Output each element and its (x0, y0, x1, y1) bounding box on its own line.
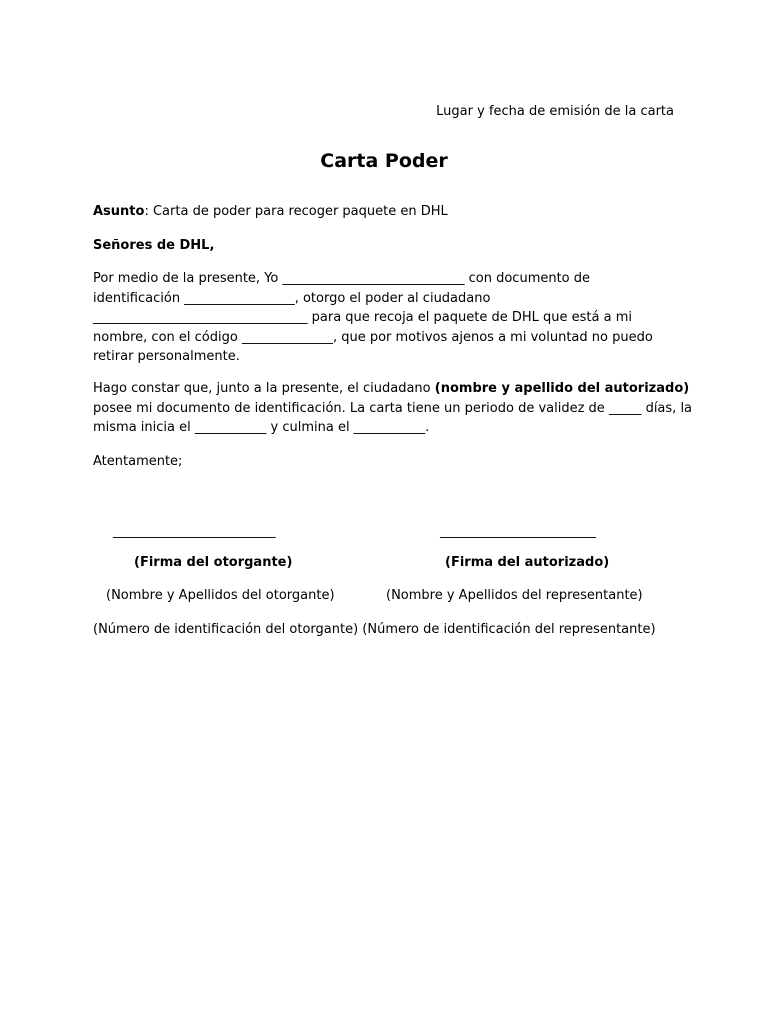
paragraph-line: nombre, con el código ______________, que por motivos ajenos a mi voluntad no puedo (93, 329, 653, 345)
paragraph-line: _________________________________ para que recoja el paquete de DHL que está a mi (93, 310, 632, 325)
place-date-line: Lugar y fecha de emisión de la carta (436, 104, 674, 119)
paragraph-line: posee mi documento de identificación. La carta tiene un periodo de validez de _____ días, la (93, 400, 693, 416)
grantor-signature-line: _________________________ (113, 524, 276, 539)
grantor-signature-label: (Firma del otorgante) (134, 555, 293, 570)
grantor-name-label: (Nombre y Apellidos del otorgante) (106, 588, 335, 603)
authorized-name-placeholder: (nombre y apellido del autorizado) (434, 381, 690, 396)
greeting: Señores de DHL, (93, 238, 215, 253)
paragraph-line-start: Hago constar que, junto a la presente, el ciudadano (93, 381, 435, 396)
paragraph-line: identificación _________________, otorgo el poder al ciudadano (93, 290, 491, 306)
paragraph-validity (93, 379, 693, 438)
closing: Atentamente; (93, 454, 183, 469)
paragraph-line: retirar personalmente. (93, 349, 240, 364)
paragraph-line: misma inicia el ___________ y culmina el ___________. (93, 420, 430, 435)
paragraph-line: Por medio de la presente, Yo ____________________________ con documento de (93, 271, 591, 286)
authorized-signature-line: ________________________ (440, 524, 596, 539)
subject-text: : Carta de poder para recoger paquete en DHL (144, 204, 448, 219)
paragraph-line (93, 379, 690, 399)
identification-numbers-line: (Número de identificación del otorgante) (Número de identificación del representante) (93, 622, 656, 637)
subject-line (93, 202, 675, 222)
subject-label: Asunto (93, 204, 145, 219)
paragraph-authorization (93, 269, 675, 367)
letter-title: Carta Poder (320, 150, 448, 172)
authorized-signature-label: (Firma del autorizado) (445, 555, 610, 570)
representative-name-label: (Nombre y Apellidos del representante) (386, 588, 643, 603)
